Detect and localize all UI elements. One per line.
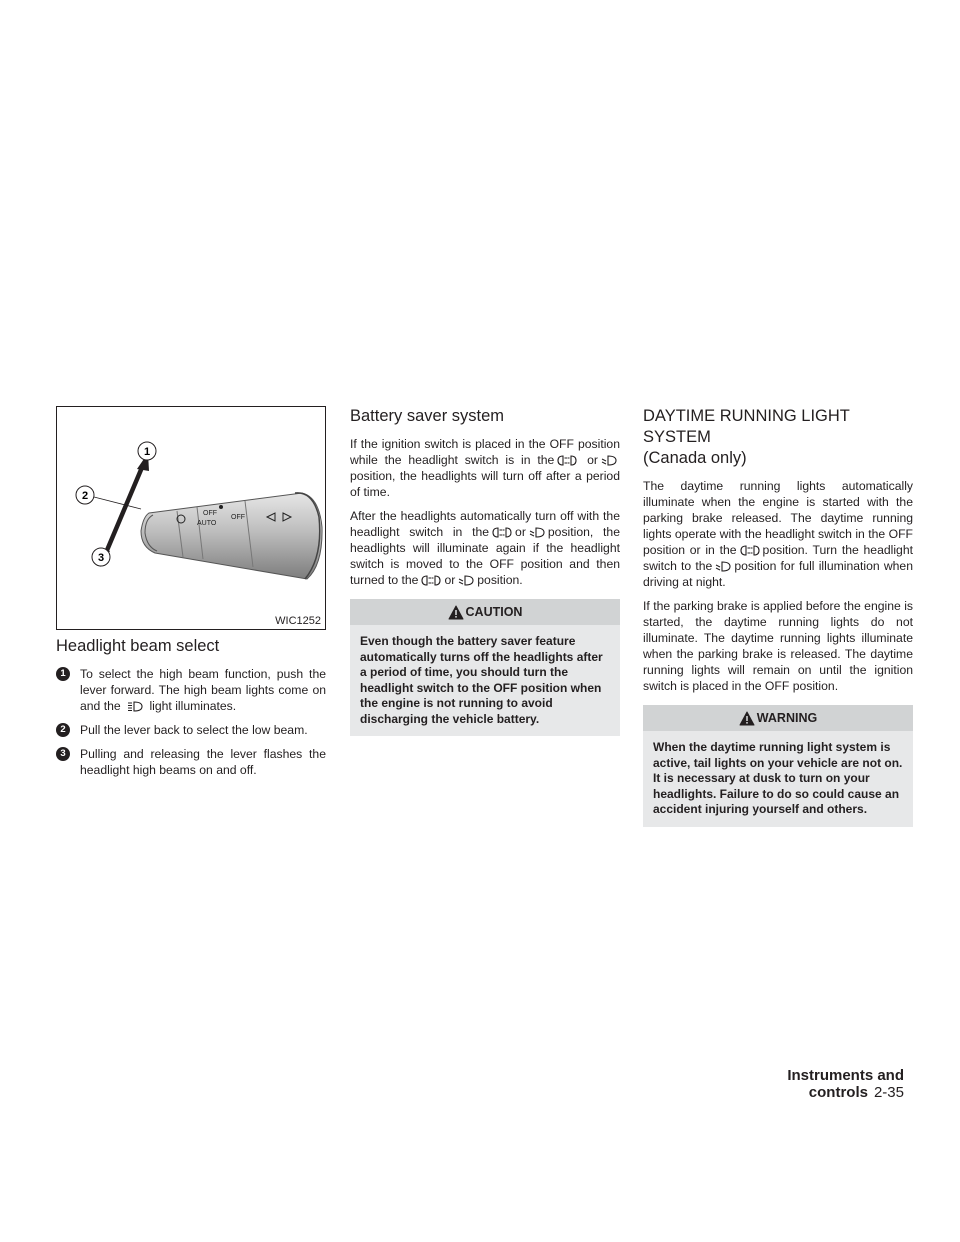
caution-header [350, 599, 620, 625]
step-text: Pulling and releasing the lever flashes the headlight high beams on and off. [80, 747, 326, 777]
high-beam-indicator-icon [127, 701, 143, 712]
step-number: 2 [56, 723, 70, 737]
headlight-icon [601, 455, 617, 466]
alert-triangle-icon [448, 605, 464, 620]
step-list [56, 666, 326, 778]
page-number: 2-35 [873, 1084, 904, 1101]
switch-label-off-2: OFF [231, 514, 245, 521]
callout-3: 3 [97, 552, 105, 564]
figure-label: WIC1252 [275, 615, 321, 627]
step-text: light illuminates. [149, 699, 237, 713]
headlight-lever-figure [56, 406, 326, 630]
daytime-paragraph-1: The daytime running lights automatically illuminate when the engine is started with the parking brake released. The daytime running lights operate with the headlight switch in the OFF position or in the position. Turn the headlight switch to the position for full illumination when driving at night. [643, 479, 913, 589]
step-item [56, 746, 326, 778]
lever-illustration [57, 407, 325, 629]
callout-1: 1 [143, 446, 151, 458]
alert-triangle-icon [739, 711, 755, 726]
column-left [56, 406, 326, 786]
step-item [56, 722, 326, 738]
step-item [56, 666, 326, 714]
caution-box [350, 599, 620, 736]
step-number: 3 [56, 747, 70, 761]
headlight-heading: Headlight beam select [56, 637, 220, 655]
callout-2: 2 [81, 490, 89, 502]
caution-text: Even though the battery saver feature automatically turns off the headlights after a period of time, you should turn the headlight switch to the OFF position when the engine is not running to avoid discharging the vehicle battery. [360, 634, 603, 726]
daytime-heading-line-1: DAYTIME RUNNING LIGHT SYSTEM [643, 407, 850, 446]
daytime-heading-line-2: (Canada only) [643, 449, 747, 467]
step-text: Pull the lever back to select the low beam. [80, 723, 308, 737]
warning-box [643, 705, 913, 827]
caution-label: CAUTION [465, 605, 523, 619]
daytime-paragraph-2: If the parking brake is applied before the engine is started, the daytime running lights do not illuminate. The daytime running lights illuminate when the parking brake is released. The daytime running lights will remain on until the ignition switch is placed in the OFF position. [643, 599, 913, 693]
headlight-icon [529, 527, 545, 538]
step-number: 1 [56, 667, 70, 681]
warning-label: WARNING [756, 711, 818, 725]
page-footer [720, 1067, 904, 1101]
headlight-icon [458, 575, 474, 586]
headlight-icon [715, 561, 731, 572]
warning-header [643, 705, 913, 731]
warning-text: When the daytime running light system is active, tail lights on your vehicle are not on. It is necessary at dusk to turn on your headlights. Failure to do so could cause an accident injuring yourself and others. [653, 740, 903, 816]
switch-label-off: OFF [203, 510, 217, 517]
column-right [643, 406, 913, 827]
switch-label-auto: AUTO [197, 520, 217, 527]
position-light-icon [740, 545, 760, 556]
battery-paragraph-1: If the ignition switch is placed in the OFF position while the headlight switch is in the or position, the headlights will turn off after a period of time. [350, 437, 620, 499]
daytime-heading [643, 406, 913, 469]
battery-heading: Battery saver system [350, 407, 505, 425]
battery-paragraph-2: After the headlights automatically turn off with the headlight switch in the or position, the headlights will illuminate again if the headlight switch is moved to the OFF position and then turned to the or position. [350, 509, 620, 587]
position-light-icon [557, 455, 577, 466]
footer-section: Instruments and controls [787, 1067, 904, 1101]
position-light-icon [492, 527, 512, 538]
column-middle [350, 406, 620, 736]
position-light-icon [421, 575, 441, 586]
step-text: To select the high beam function, push the lever forward. The high beam lights come on and the [80, 667, 326, 713]
